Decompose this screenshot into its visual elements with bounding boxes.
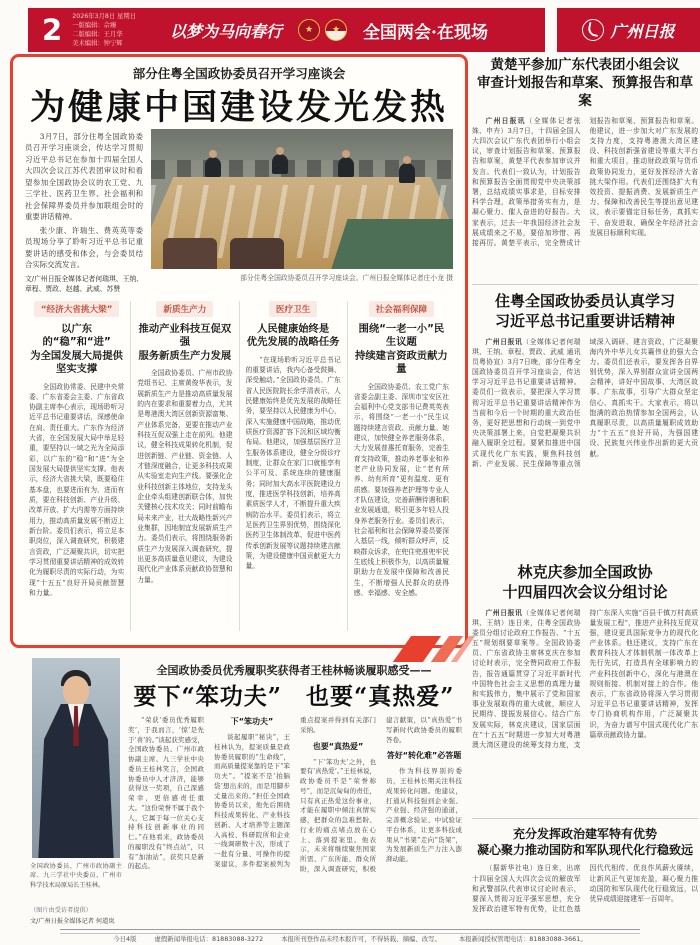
- article-headline: 林克庆参加全国政协 十四届四次会议分组讨论: [502, 563, 668, 602]
- date-editors-block: [72, 12, 136, 49]
- main-article-box: [10, 54, 468, 648]
- column-heading: 围绕“一老一小”民生议题 持续建言资政贡献力量: [355, 323, 448, 376]
- main-columns: [23, 301, 455, 631]
- main-kicker: 部分住粤全国政协委员召开学习座谈会: [132, 66, 346, 81]
- newspaper-logo-icon: [582, 19, 604, 41]
- red-stripes-decoration: [402, 636, 468, 662]
- bottom-kicker: 全国政协委员优秀履职奖获得者王桂林畅谈履职感受——: [156, 664, 432, 677]
- article-body: （据新华社电）连日来，出席十四届全国人大四次会议的解放军和武警部队代表审议讨论时表示，要深入贯彻习近平强军思想，充分发挥政治建军特有优势，让红色基因代代相传、优良作风薪火赓续，让新风正气更加充盈，凝心聚力推动国防和军队现代化行稳致远，以优异成绩迎接建军一百周年。: [472, 864, 698, 914]
- banner-slogan: 以梦为马向春行: [170, 21, 283, 41]
- footer: [0, 934, 700, 943]
- footer-copyright: 本报所刊登作品未经本报许可，不得转载、摘编、改写。: [281, 935, 441, 943]
- emblems: [298, 19, 347, 41]
- footer-license-phone: 本报新闻授权管理电话：81883088-3661。: [458, 935, 587, 943]
- bottom-subhead-3: 答好“转化难”必答题: [386, 751, 462, 761]
- editor-line-2: 二版编辑：王月华: [72, 31, 123, 38]
- photo-person: [338, 157, 354, 177]
- photo-person: [272, 154, 288, 174]
- bottom-paragraph: 谈起履职“秘诀”，王桂林认为，提案质量是政协委员履职的“生命线”，而高质量提案靠的是下“笨功夫”。“提案不是‘拍脑袋’想出来的，而是用脚步丈量出来的。”担任全国政协委员以来，他先后围绕科技成果转化、产业科技创新、人才培养等主题深入高校、科研院所和企业一线调研数十次，形成了一批有分量、可操作的提案建议，多件提案被列为重点提案并得到有关部门采纳。: [214, 716, 376, 868]
- column-body: 全国政协委员、农工党广东省委会副主委、深圳市宝安区社会福利中心党支部书记费英英表示，将围绕“一老一小”民生议题持续建言资政、贡献力量。她建议，加快健全养老服务体系，大力发展普惠托育服务，完善生育支持政策，推动养老事业和养老产业协同发展，让“老有所养、幼有所育”更有温度、更有质感。要加强养老护理等专业人才队伍建设，完善薪酬待遇和职业发展通道，吸引更多年轻人投身养老服务行业。委员们表示，社会福利和社会保障界委员要深入基层一线，倾听群众呼声，反映群众诉求，在兜住兜准兜牢民生底线上积极作为，以高质量履职助力在发展中保障和改善民生，不断增强人民群众的获得感、幸福感、安全感。: [353, 382, 449, 598]
- bottom-subhead-1: 下“笨功夫”: [230, 717, 274, 726]
- main-intro: [25, 131, 143, 323]
- column-heading: 推动产业科技互促双强 服务新质生产力发展: [138, 323, 232, 362]
- column-heading: 人民健康始终是 优先发展的战略任务: [246, 323, 340, 349]
- divider-rule: [472, 284, 698, 285]
- photo-green-cloth: [329, 219, 453, 269]
- column-healthcare: [239, 301, 347, 631]
- column-body: 全国政协常委、民建中央常委、广东省委会主委、广东省政协副主席李心表示，现场聆听习近平总书记重要讲话，深感使命在肩、责任重大。广东作为经济大省，在全国发展大局中举足轻重，要坚持以一域之光为全局添彩，以广东的“稳”和“进”为全国发展大局提供坚实支撑。他表示，经济大省挑大梁，既要稳住基本盘，也要进而有为、进而有质，要在科技创新、产业升级、改革开放、扩大内需等方面持续用力，推动高质量发展不断迈上新台阶。委员们表示，将立足本职岗位，深入调查研究，积极建言资政，广泛凝聚共识，切实把学习贯彻重要讲话精神的成效转化为履职尽责的实际行动，为实现“十五五”良好开局贡献智慧和力量。: [29, 382, 125, 598]
- column-new-productivity: [130, 301, 238, 631]
- meeting-photo: [151, 129, 453, 269]
- main-byline: 文/广州日报全媒体记者何瑞琪、王纳、章程、贾政、赵越、武威、苏赞: [25, 274, 143, 294]
- bottom-article-byline: 文/广州日报全媒体记者 何道岚: [30, 918, 115, 925]
- article-body: 广州日报讯（全媒体记者何瑞琪、王纳、章程、贾政、武威 通讯员粤协宣）3月7日晚，部分住粤全国政协委员召开学习座谈会，传达学习习近平总书记重要讲话精神。委员们一致表示，要把深入学习贯彻习近平总书记重要讲话精神作为当前和今后一个时期的重大政治任务，更好把思想和行动统一到党中央决策部署上来，自觉把凝聚共识融入履职全过程。要紧扣推进中国式现代化广东实践，聚焦科技创新、产业发展、民生保障等重点领域深入调研、建言资政，广泛凝聚海内外中华儿女共襄伟业的强大合力。委员们还表示，要发挥各自界别优势，深入界别群众宣讲全国两会精神，讲好中国故事、大湾区故事、广东故事，引导广大群众坚定信心、真抓实干。大家表示，将以饱满的政治热情参加全国两会，认真履职尽责，以高质量履职成效助力“十五五”良好开局，为强国建设、民族复兴伟业作出新的更大贡献。: [472, 337, 698, 468]
- article-headline: 充分发挥政治建军特有优势 凝心聚力推动国防和军队现代化行稳致远: [476, 827, 693, 858]
- article-huang-chuping: [472, 56, 698, 294]
- column-body: 全国政协委员、广州市政协党组书记、主席黄俊华表示，发展新质生产力是推动高质量发展的内在要求和重要着力点，尤其是粤港澳大湾区创新资源富集、产业体系完备，更要在推动产业科技互促双强上走在前列。他建议，健全科技成果转化机制，促进创新链、产业链、资金链、人才链深度融合，让更多科技成果从实验室走向生产线。要强化企业科技创新主体地位，支持龙头企业牵头组建创新联合体，加快关键核心技术攻关；同时前瞻布局未来产业，壮大战略性新兴产业集群，因地制宜发展新质生产力。委员们表示，将围绕服务新质生产力发展深入调查研究，提出更多高质量意见建议，为建设现代化产业体系贡献政协智慧和力量。: [137, 369, 233, 584]
- column-social-welfare: [347, 301, 455, 631]
- photo-chair: [163, 238, 217, 269]
- photo-chair: [230, 238, 284, 269]
- divider-rule: [472, 818, 698, 819]
- masthead-name: 广州日报: [610, 21, 675, 41]
- photo-person: [399, 163, 415, 183]
- cppcc-emblem-icon: ★: [325, 19, 347, 41]
- column-eyebrow: 社会福利保障: [369, 301, 435, 317]
- article-body: 广州日报讯（全媒体记者张姝、申卉）3月7日，十四届全国人大四次会议广东代表团举行小组会议，审查计划报告和草案、预算报告和草案，黄楚平代表参加审议并发言。代表们一致认为，计划报告和预算报告全面贯彻党中央决策部署，总结成绩实事求是，目标安排科学合理，政策举措务实有力，是凝心聚力、催人奋进的好报告。大家表示，过去一年我国经济社会发展成绩来之不易，要倍加珍惜、再接再厉。黄楚平表示，完全赞成计划报告和草案、预算报告和草案。他建议，进一步加大对广东发展的支持力度，支持粤港澳大湾区建设、科技创新强省建设等重大平台和重大项目，推动财政政策与货币政策协同发力，更好发挥经济大省挑大梁作用。代表们还围绕扩大有效投资、提振消费、发展新质生产力、保障和改善民生等提出意见建议，表示要锚定目标任务，真抓实干、奋发进取，确保全年经济社会发展目标顺利实现。: [472, 116, 698, 247]
- section-title: 全国两会·在现场: [363, 22, 488, 43]
- intro-paragraph-2: 张少康、许瑞生、费英英等委员现场分享了聆听习近平总书记重要讲话的感受和体会，与会委员结合实际交流发言。: [25, 225, 143, 270]
- wang-guilin-portrait-photo: [32, 658, 120, 858]
- article-headline: 住粤全国政协委员认真学习 习近平总书记重要讲话精神: [494, 292, 675, 331]
- bottom-subhead-2: 也要“真热爱”: [312, 741, 364, 751]
- intro-paragraph-1: 3月7日，部分住粤全国政协委员召开学习座谈会，传达学习贯彻习近平总书记在参加十四届全国人大四次会议江苏代表团审议时和看望参加全国政协会议的农工党、九三学社、医药卫生界、社会福利和社会保障界委员并参加联组会时的重要讲话精神。: [25, 132, 143, 222]
- article-military: [472, 826, 698, 925]
- article-study-spirit: [472, 291, 698, 553]
- column-economy: [23, 301, 130, 631]
- article-headline: 黄楚平参加广东代表团小组会议 审查计划报告和草案、预算报告和草案: [477, 57, 693, 110]
- photo-person: [205, 157, 221, 177]
- main-headline: 为健康中国建设发光发热: [29, 87, 448, 128]
- column-eyebrow: 新质生产力: [156, 301, 213, 317]
- bottom-paragraph: “荣获‘委员优秀履职奖’，于我而言，‘惊’是先于‘喜’的。”谈起获奖感受，全国政协委员、广州市政协副主席、九三学社中央委员王桂林笑言，全国政协委员中人才济济，能够获得这一奖项，自己深感荣幸，更倍感责任重大。“这份荣誉不属于我个人，它属于每一位关心支持科技创新事业的同仁。”在他看来，政协委员的履职没有“终点站”，只有“加油站”，获奖只是新的起点。: [128, 716, 204, 871]
- bottom-headline: 要下“笨功夫” 也要“真热爱”: [133, 683, 455, 710]
- bottom-paragraph: 作为科技界别的委员，王桂林长期关注科技成果转化问题。他建议，打通从科技强到企业强、产业强、经济强的通道，完善概念验证、中试验证平台体系，让更多科技成果从“书架”走向“货架”，为发展新质生产力注入澎湃动能。: [386, 767, 462, 863]
- national-emblem-icon: ★: [298, 19, 320, 41]
- editor-line-3: 美术编辑：钟宁辉: [72, 40, 123, 48]
- portrait-credit: （图片由受访者提供）: [30, 907, 92, 914]
- footer-report-phone: 虚假新闻举报电话：81883088-3272: [154, 935, 264, 943]
- photo-caption: 部分住粤全国政协委员召开学习座谈会。广州日报全媒体记者庄小龙 摄: [240, 274, 453, 282]
- top-banner: [28, 8, 545, 52]
- masthead-block: [557, 8, 700, 52]
- editor-line-1: 一版编辑：佘臻: [72, 21, 117, 29]
- footer-pages: 今日4版: [113, 935, 137, 943]
- page-number: 2: [42, 12, 63, 47]
- column-heading: 以广东的“稳”和“进” 为全国发展大局提供坚实支撑: [30, 323, 123, 376]
- column-body: “在现场聆听习近平总书记的重要讲话，我内心备受鼓舞、深受触动。”全国政协委员、广东省人民医院院长余学清表示，人民健康始终是优先发展的战略任务，要坚持以人民健康为中心，深入实施健康中国战略，推动优质医疗资源扩容下沉和区域均衡布局。他建议，加强基层医疗卫生服务体系建设，健全分级诊疗制度，让群众在家门口就能享有公平可及、系统连续的健康服务；同时加大高水平医院建设力度，推进医学科技创新，培养高素质医学人才，不断提升重大疾病防治水平。委员们表示，将立足医药卫生界别优势，围绕深化医药卫生体制改革、促进中医药传承创新发展等议题持续建言献策，为建设健康中国贡献更大力量。: [245, 355, 341, 571]
- column-eyebrow: “经济大省挑大梁”: [34, 301, 119, 317]
- bottom-paragraph: “下‘笨功夫’之外，也要有‘真热爱’。”王桂林说，政协委员不是“荣誉称号”，而是沉甸甸的责任，只有真正热爱这份事业，才能在履职中倾注真情实感，把群众的急难愁盼、行业的痛点堵点放在心上、落到提案里。他表示，未来将继续聚焦国家所需、广东所能、群众所盼，深入调查研究，积极建言献策，以“真热爱”书写新时代政协委员的履职答卷。: [300, 716, 462, 873]
- publication-date: 2026年3月8日 星期日: [72, 12, 137, 20]
- article-lin-keqing: [472, 562, 698, 808]
- bottom-article-body: [128, 716, 462, 928]
- column-eyebrow: 医疗卫生: [269, 301, 317, 317]
- article-body: 广州日报讯（全媒体记者何瑞琪、王纳）连日来，住粤全国政协委员分组讨论政府工作报告、“十五五”规划纲要草案等。全国政协委员、广东省政协主席林克庆在参加讨论时表示，完全赞同政府工作报告，报告通篇贯穿了习近平新时代中国特色社会主义思想的真理力量和实践伟力，集中展示了党和国家事业发展取得的重大成就，顺应人民期待、提振发展信心。结合广东发展实际，林克庆建议，国家层面在“十五五”时期进一步加大对粤港澳大湾区建设的统筹支持力度，支持广东深入实施“百县千镇万村高质量发展工程”，推进产业科技互促双强，建设更具国际竞争力的现代化产业体系。他还建议，支持广东在教育科技人才体制机制一体改革上先行先试，打造具有全球影响力的产业科技创新中心，深化与港澳在规则衔接、机制对接上的合作。他表示，广东省政协将深入学习贯彻习近平总书记重要讲话精神，发挥专门协商机构作用，广泛凝聚共识，为奋力谱写中国式现代化广东篇章贡献政协力量。: [472, 608, 698, 749]
- portrait-caption: 全国政协委员、广州市政协副主席、九三学社中央委员、广州市科学技术局原局长王桂林。: [30, 863, 122, 889]
- portrait-face: [63, 676, 89, 706]
